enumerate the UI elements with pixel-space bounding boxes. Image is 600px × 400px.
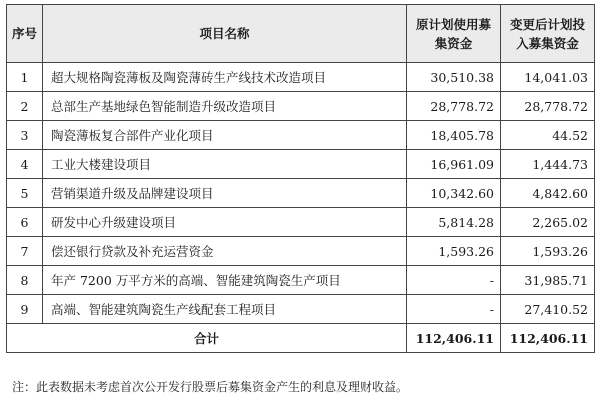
original-amount-cell: 1,593.26 bbox=[407, 237, 501, 266]
revised-amount-cell: 4,842.60 bbox=[501, 179, 595, 208]
row-number-cell: 2 bbox=[7, 92, 43, 121]
revised-amount-cell: 1,444.73 bbox=[501, 150, 595, 179]
project-name-cell: 研发中心升级建设项目 bbox=[43, 208, 407, 237]
row-number-cell: 1 bbox=[7, 63, 43, 92]
row-number-cell: 9 bbox=[7, 295, 43, 324]
project-name-cell: 高端、智能建筑陶瓷生产线配套工程项目 bbox=[43, 295, 407, 324]
project-name-cell: 工业大楼建设项目 bbox=[43, 150, 407, 179]
row-number-cell: 4 bbox=[7, 150, 43, 179]
revised-amount-cell: 44.52 bbox=[501, 121, 595, 150]
revised-amount-cell: 31,985.71 bbox=[501, 266, 595, 295]
header-no: 序号 bbox=[7, 5, 43, 63]
total-original-cell: 112,406.11 bbox=[407, 324, 501, 353]
project-name-cell: 总部生产基地绿色智能制造升级改造项目 bbox=[43, 92, 407, 121]
table-row bbox=[7, 266, 595, 295]
project-name-cell: 超大规格陶瓷薄板及陶瓷薄砖生产线技术改造项目 bbox=[43, 63, 407, 92]
header-revised-plan: 变更后计划投入募集资金 bbox=[501, 5, 595, 63]
table-body bbox=[7, 63, 595, 353]
revised-amount-cell: 28,778.72 bbox=[501, 92, 595, 121]
table-row bbox=[7, 208, 595, 237]
table-row bbox=[7, 295, 595, 324]
total-revised-cell: 112,406.11 bbox=[501, 324, 595, 353]
original-amount-cell: 10,342.60 bbox=[407, 179, 501, 208]
revised-amount-cell: 27,410.52 bbox=[501, 295, 595, 324]
table-row bbox=[7, 63, 595, 92]
original-amount-cell: 18,405.78 bbox=[407, 121, 501, 150]
header-original-plan: 原计划使用募集资金 bbox=[407, 5, 501, 63]
revised-amount-cell: 2,265.02 bbox=[501, 208, 595, 237]
original-amount-cell: 28,778.72 bbox=[407, 92, 501, 121]
table-note: 注：此表数据未考虑首次公开发行股票后募集资金产生的利息及理财收益。 bbox=[12, 380, 409, 394]
row-number-cell: 6 bbox=[7, 208, 43, 237]
project-name-cell: 偿还银行贷款及补充运营资金 bbox=[43, 237, 407, 266]
table-header-row bbox=[7, 5, 595, 63]
table-row bbox=[7, 150, 595, 179]
project-name-cell: 年产 7200 万平方米的高端、智能建筑陶瓷生产项目 bbox=[43, 266, 407, 295]
original-amount-cell: 5,814.28 bbox=[407, 208, 501, 237]
total-label: 合计 bbox=[7, 324, 407, 353]
header-project-name: 项目名称 bbox=[43, 5, 407, 63]
fundraising-table bbox=[6, 4, 595, 353]
table-row bbox=[7, 179, 595, 208]
original-amount-cell: 16,961.09 bbox=[407, 150, 501, 179]
table-row bbox=[7, 121, 595, 150]
revised-amount-cell: 1,593.26 bbox=[501, 237, 595, 266]
original-amount-cell: - bbox=[407, 266, 501, 295]
original-amount-cell: 30,510.38 bbox=[407, 63, 501, 92]
total-row bbox=[7, 324, 595, 353]
row-number-cell: 8 bbox=[7, 266, 43, 295]
project-name-cell: 陶瓷薄板复合部件产业化项目 bbox=[43, 121, 407, 150]
row-number-cell: 7 bbox=[7, 237, 43, 266]
revised-amount-cell: 14,041.03 bbox=[501, 63, 595, 92]
table-row bbox=[7, 237, 595, 266]
project-name-cell: 营销渠道升级及品牌建设项目 bbox=[43, 179, 407, 208]
row-number-cell: 3 bbox=[7, 121, 43, 150]
fundraising-table-container bbox=[6, 4, 594, 353]
row-number-cell: 5 bbox=[7, 179, 43, 208]
table-row bbox=[7, 92, 595, 121]
original-amount-cell: - bbox=[407, 295, 501, 324]
